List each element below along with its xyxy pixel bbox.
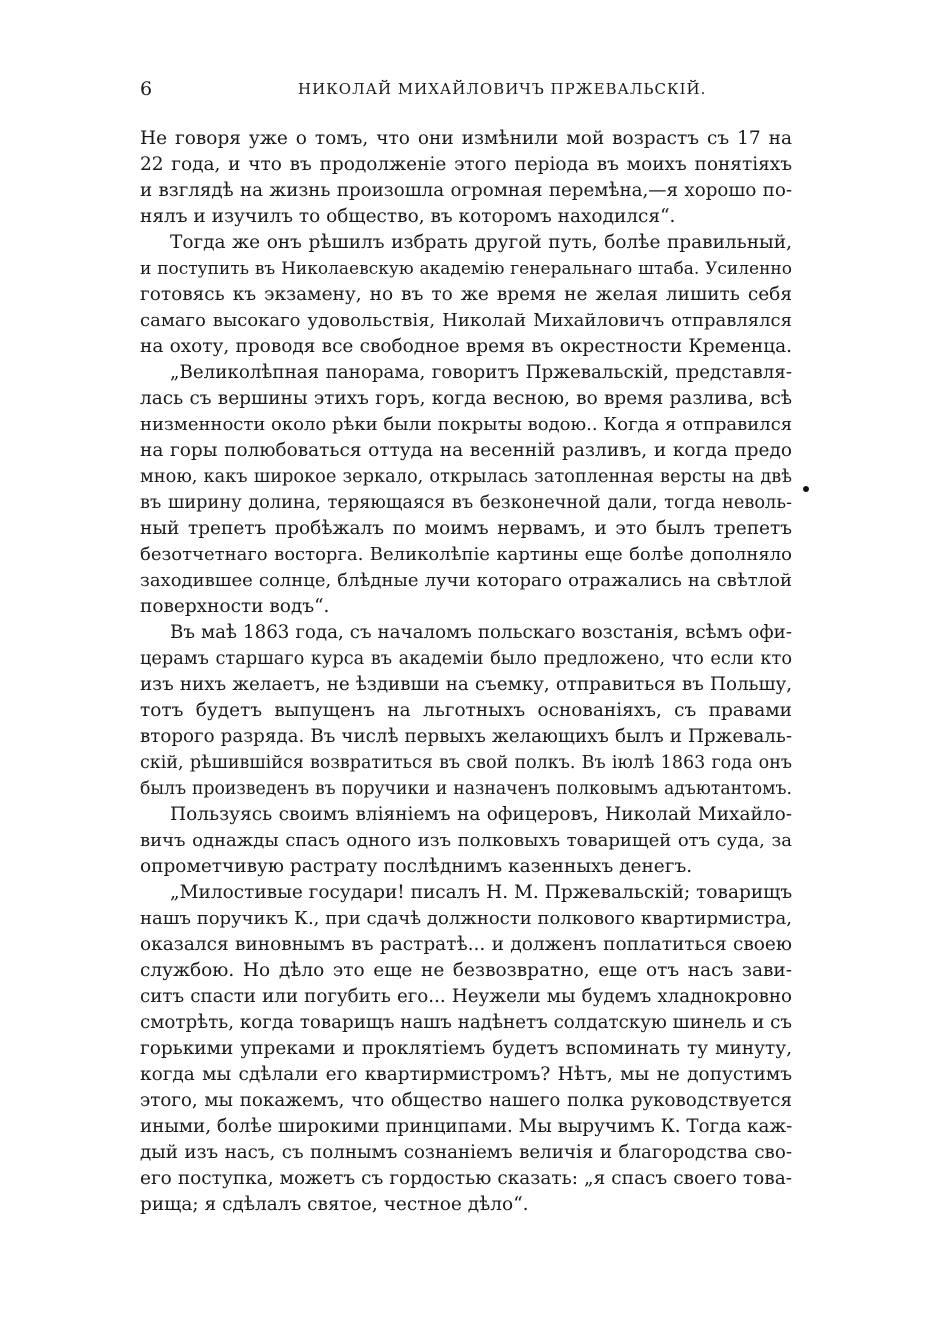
text-line: низменности около рѣки были покрыты водою.. Когда я отправился	[140, 414, 793, 435]
text-line: его поступка, можетъ съ гордостью сказать: „я спасъ своего това-	[140, 1168, 792, 1189]
ink-speck	[803, 486, 809, 492]
text-line: „Великолѣпная панорама, говоритъ Пржевальскій, представля-	[170, 362, 792, 383]
text-line: былъ произведенъ въ поручики и назначенъ полковымъ адъютантомъ.	[140, 779, 792, 799]
text-line: нашъ поручикъ К., при сдачѣ должности полкового квартирмистра,	[140, 908, 792, 929]
running-head: НИКОЛАЙ МИХАЙЛОВИЧЪ ПРЖЕВАЛЬСКІЙ.	[298, 80, 707, 98]
text-line: вичъ однажды спасъ одного изъ полковыхъ товарищей отъ суда, за	[140, 830, 792, 851]
text-line: изъ нихъ желаетъ, не ѣздивши на съемку, отправиться въ Польшу,	[140, 674, 792, 695]
text-line: 22 года, и что въ продолженіе этого періода въ моихъ понятіяхъ	[140, 154, 792, 175]
text-line: и взглядѣ на жизнь произошла огромная перемѣна,—я хорошо по-	[140, 180, 792, 201]
text-line: скій, рѣшившійся возвратиться въ свой полкъ. Въ іюлѣ 1863 года онъ	[140, 753, 792, 773]
text-line: поверхности водъ“.	[140, 596, 330, 617]
text-line: нялъ и изучилъ то общество, въ которомъ находился“.	[140, 206, 676, 227]
page-header	[140, 78, 792, 104]
text-line: иными, болѣе широкими принципами. Мы выручимъ К. Тогда каж-	[140, 1116, 793, 1137]
text-line: безотчетнаго восторга. Великолѣпіе картины еще болѣе дополняло	[140, 544, 792, 565]
text-line: лась съ вершины этихъ горъ, когда весною, во время разлива, всѣ	[140, 388, 792, 409]
text-line: церамъ старшаго курса въ академіи было предложено, что если кто	[140, 649, 792, 669]
text-line: второго разряда. Въ числѣ первыхъ желающихъ былъ и Пржеваль-	[140, 726, 792, 747]
text-line: въ ширину долина, теряющаяся въ безконечной дали, тогда неволь-	[140, 493, 792, 513]
text-line: самаго высокаго удовольствія, Николай Михайловичъ отправлялся	[140, 310, 792, 331]
page-number: 6	[140, 78, 153, 100]
text-line: тотъ будетъ выпущенъ на льготныхъ основаніяхъ, съ правами	[140, 700, 792, 721]
text-line: и поступить въ Николаевскую академію генеральнаго штаба. Усиленно	[140, 259, 792, 279]
text-line: службою. Но дѣло это еще не безвозвратно, еще отъ насъ зави-	[140, 960, 792, 981]
text-line: этого, мы покажемъ, что общество нашего полка руководствуется	[140, 1090, 792, 1111]
text-line: заходившее солнце, блѣдные лучи котораго отражались на свѣтлой	[140, 570, 792, 591]
text-line: Тогда же онъ рѣшилъ избрать другой путь, болѣе правильный,	[170, 232, 792, 253]
text-line: опрометчивую растрату послѣднимъ казенныхъ денегъ.	[140, 856, 693, 877]
text-line: Не говоря уже о томъ, что они измѣнили мой возрастъ съ 17 на	[140, 128, 792, 149]
text-line: готовясь къ экзамену, но въ то же время не желая лишить себя	[140, 284, 792, 305]
text-line: мною, какъ широкое зеркало, открылась затопленная версты на двѣ	[140, 467, 792, 487]
text-line: „Милостивые государи! писалъ Н. М. Пржевальскій; товарищъ	[170, 882, 793, 903]
text-line: Въ маѣ 1863 года, съ началомъ польскаго возстанія, всѣмъ офи-	[170, 622, 792, 643]
text-line: Пользуясь своимъ вліяніемъ на офицеровъ, Николай Михайло-	[170, 804, 792, 825]
text-line: на горы полюбоваться оттуда на весенній разливъ, и когда предо	[140, 440, 792, 461]
text-line: дый изъ насъ, съ полнымъ сознаніемъ величія и благородства сво-	[140, 1142, 792, 1163]
text-line: ситъ спасти или погубить его... Неужели мы будемъ хладнокровно	[140, 986, 792, 1007]
text-line: ный трепетъ пробѣжалъ по моимъ нервамъ, и это былъ трепетъ	[140, 518, 792, 539]
text-line: когда мы сдѣлали его квартирмистромъ? Нѣтъ, мы не допустимъ	[140, 1064, 792, 1085]
text-line: смотрѣть, когда товарищъ нашъ надѣнетъ солдатскую шинель и съ	[140, 1012, 792, 1033]
body-text	[140, 126, 792, 1218]
text-line: на охоту, проводя все свободное время въ окрестности Кременца.	[140, 336, 792, 357]
text-line: оказался виновнымъ въ растратѣ... и долженъ поплатиться своею	[140, 934, 792, 955]
text-line: горькими упреками и проклятіемъ будетъ вспоминать ту минуту,	[140, 1038, 792, 1059]
text-line: рища; я сдѣлалъ святое, честное дѣло“.	[140, 1194, 529, 1215]
